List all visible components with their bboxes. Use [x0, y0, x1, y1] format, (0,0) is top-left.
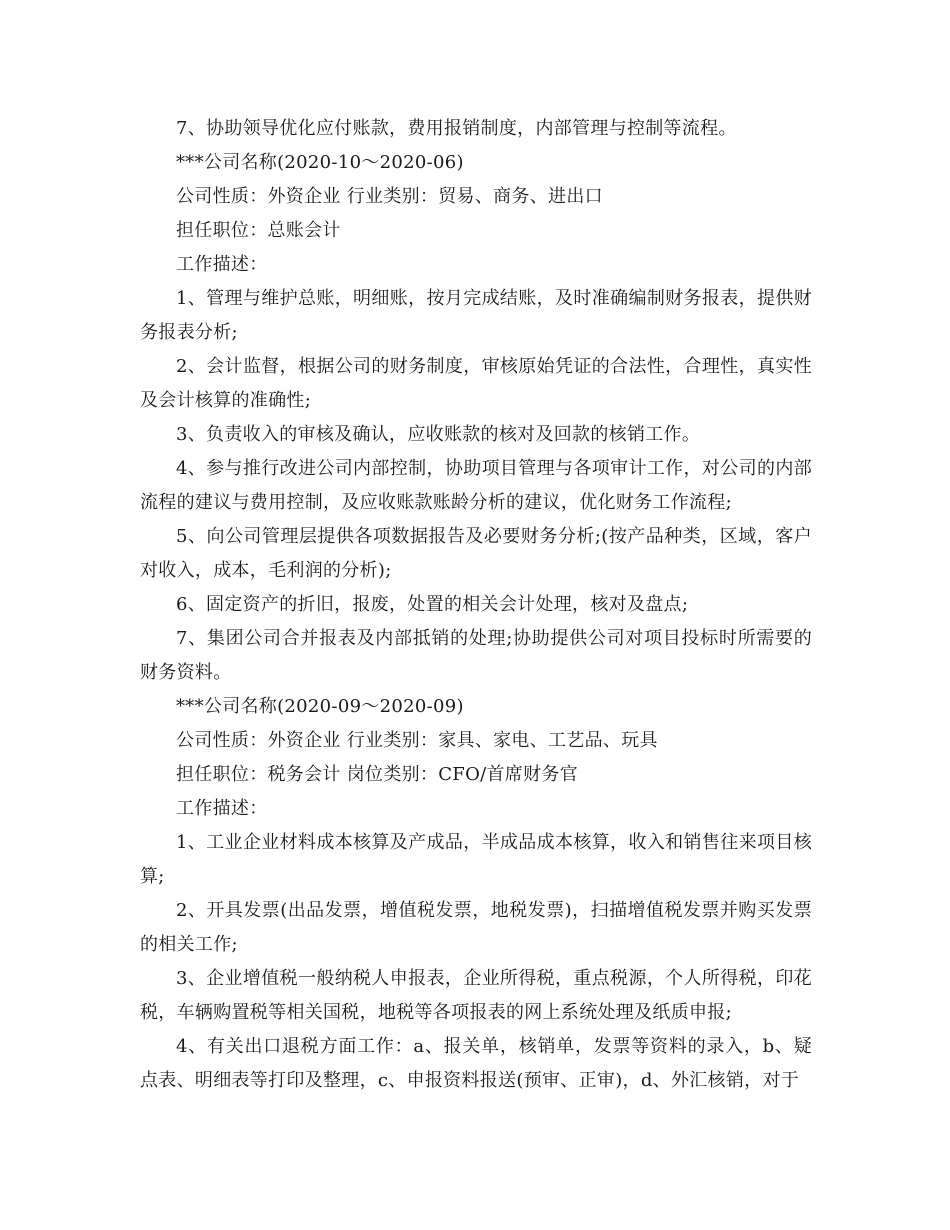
paragraph: 3、企业增值税一般纳税人申报表，企业所得税，重点税源，个人所得税，印花税，车辆购置税等相关国税，地税等各项报表的网上系统处理及纸质申报;: [140, 968, 812, 1023]
paragraph: 6、固定资产的折旧，报废，处置的相关会计处理，核对及盘点;: [176, 594, 689, 615]
paragraph: 4、有关出口退税方面工作：a、报关单，核销单，发票等资料的录入，b、疑点表、明细表等打印及整理，c、申报资料报送(预审、正审)，d、外汇核销，对于: [140, 1036, 812, 1091]
paragraph: 1、工业企业材料成本核算及产成品，半成品成本核算，收入和销售往来项目核算;: [140, 832, 812, 887]
company-info: 公司性质：外资企业 行业类别：家具、家电、工艺品、玩具: [176, 730, 658, 751]
job-description-heading: 工作描述：: [176, 798, 268, 819]
paragraph: 4、参与推行改进公司内部控制，协助项目管理与各项审计工作，对公司的内部流程的建议与费用控制，及应收账款账龄分析的建议，优化财务工作流程;: [140, 458, 812, 513]
paragraph: 2、开具发票(出品发票，增值税发票，地税发票)，扫描增值税发票并购买发票的相关工作;: [140, 900, 812, 955]
job-position: 担任职位：总账会计: [176, 220, 341, 241]
document-page: [140, 112, 812, 1098]
paragraph: 7、协助领导优化应付账款，费用报销制度，内部管理与控制等流程。: [176, 118, 737, 139]
paragraph: 1、管理与维护总账，明细账，按月完成结账，及时准确编制财务报表，提供财务报表分析;: [140, 288, 812, 343]
job-description-heading: 工作描述：: [176, 254, 268, 275]
paragraph: 2、会计监督，根据公司的财务制度，审核原始凭证的合法性，合理性，真实性及会计核算的准确性;: [140, 356, 812, 411]
job-position: 担任职位：税务会计 岗位类别：CFO/首席财务官: [176, 764, 579, 785]
company-info: 公司性质：外资企业 行业类别：贸易、商务、进出口: [176, 186, 603, 207]
paragraph: 7、集团公司合并报表及内部抵销的处理;协助提供公司对项目投标时所需要的财务资料。: [140, 628, 812, 683]
paragraph: 5、向公司管理层提供各项数据报告及必要财务分析;(按产品种类，区域，客户对收入，成本，毛利润的分析);: [140, 526, 812, 581]
paragraph: 3、负责收入的审核及确认，应收账款的核对及回款的核销工作。: [176, 424, 701, 445]
company-heading: ***公司名称(2020-10～2020-06): [176, 152, 464, 173]
company-heading: ***公司名称(2020-09～2020-09): [176, 696, 464, 717]
